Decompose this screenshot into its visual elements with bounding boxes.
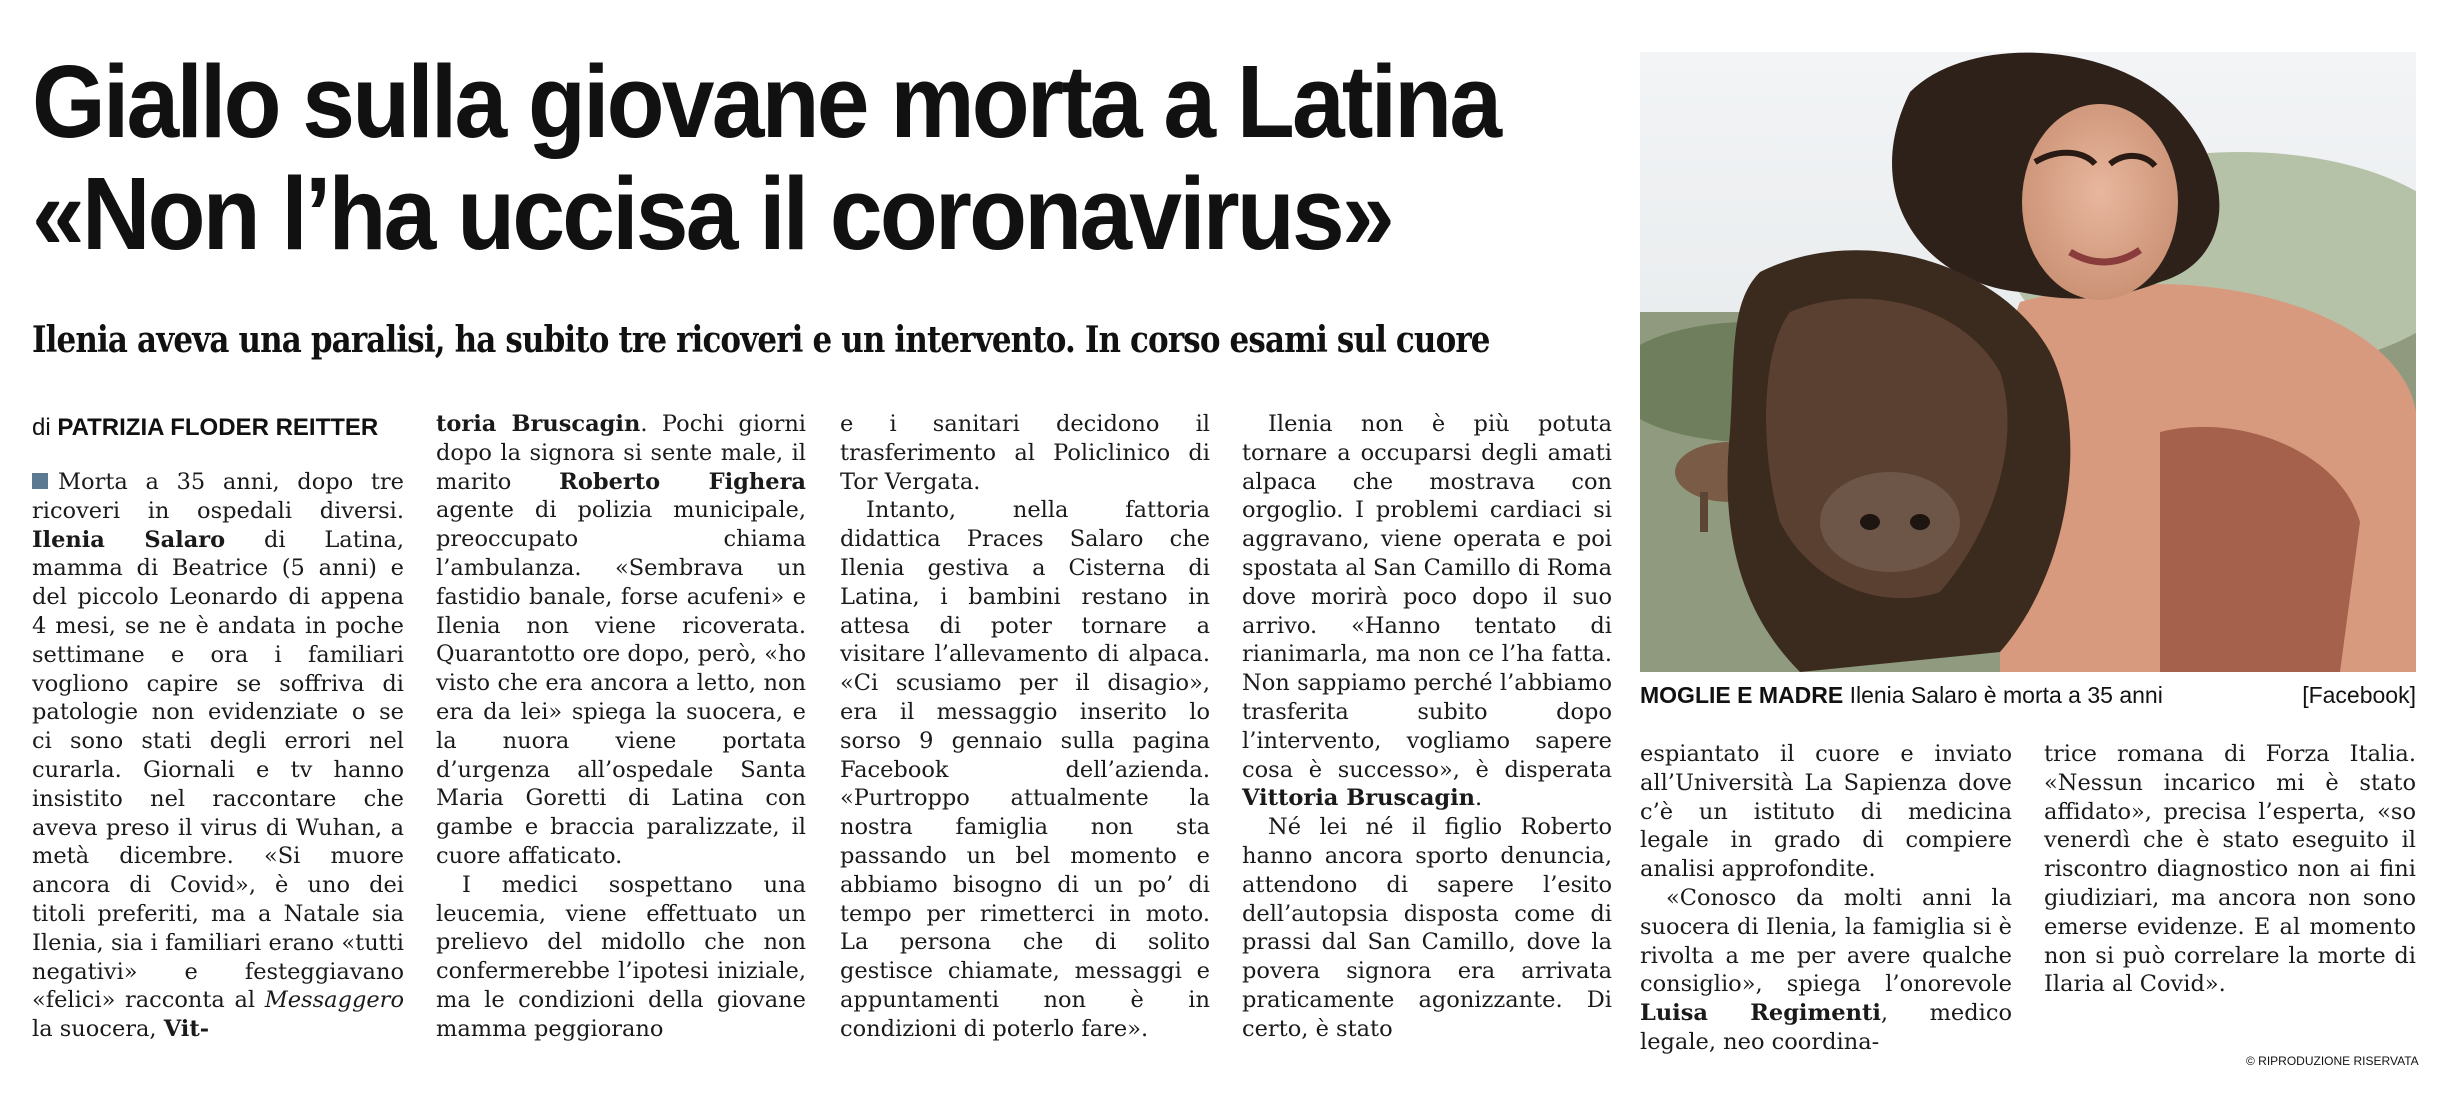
col1-text-a: Morta a 35 anni, dopo tre ricoveri in ospedali diversi. [32, 469, 404, 524]
col1-text-b: di Latina, mamma di Beatrice (5 anni) e del piccolo Leonardo di appena 4 mesi, se ne è andata in poche settimane e ora i familiari vogliono capire se soffriva di patologie non evidenziate o se ci sono stati degli errori nel curarla. Giornali e tv hanno insistito nel raccontare che aveva preso il virus di Wuhan, a metà dicembre. «Si muore ancora di Covid», è uno dei titoli preferiti, ma a Natale sia Ilenia, sia i familiari erano «tutti negativi» e festeggiavano «felici» racconta al [32, 526, 405, 1014]
col3-paragraph-1: e i sanitari decidono il trasferimento al Policlinico di Tor Vergata. [840, 411, 1210, 495]
headline [32, 44, 1500, 271]
col5-name: Luisa Regimenti [1640, 1000, 1881, 1027]
col4-paragraph-2: Né lei né il figlio Roberto hanno ancora sporto denuncia, attendono di sapere l’esito dell’autopsia disposta come di prassi dal San Camillo, dove la povera signora era arrivata praticamente agonizzante. Di certo, è stato [1242, 814, 1612, 1042]
col1-text-c: la suocera, [32, 1016, 157, 1043]
article-column-3 [840, 410, 1210, 1044]
caption-text: Ilenia Salaro è morta a 35 anni [1849, 682, 2163, 708]
copyright-notice: © RIPRODUZIONE RISERVATA [2246, 1054, 2419, 1068]
article-column-6 [2044, 740, 2416, 999]
photo-credit: [Facebook] [2302, 682, 2416, 708]
col2-text-a: . Pochi giorni dopo la signora si sente male, il marito [436, 411, 807, 495]
photo-woman-with-alpaca [1640, 52, 2416, 672]
headline-line-1: Giallo sulla giovane morta a Latina [32, 44, 1500, 159]
article-column-2 [436, 410, 806, 1044]
article-column-5 [1640, 740, 2012, 1057]
col6-paragraph-1: trice romana di Forza Italia. «Nessun incarico mi è stato affidato», precisa l’esperta, «so venerdì che è stato eseguito il riscontro diagnostico non ai fini giudiziari, ma ancora non sono emerse evidenze. E al momento non si può correlare la morte di Ilaria al Covid». [2044, 741, 2416, 998]
col4-period: . [1475, 785, 1483, 812]
subheadline: Ilenia aveva una paralisi, ha subito tre ricoveri e un intervento. In corso esami sul cuore [32, 319, 1490, 361]
col4-name: Vittoria Bruscagin [1242, 785, 1476, 812]
col1-newspaper: Messaggero [264, 987, 404, 1014]
photo-caption [1640, 682, 2416, 714]
col5-text-a: «Conosco da molti anni la suocera di Ilenia, la famiglia si è rivolta a me per avere qualche consiglio», spiega l’onorevole [1640, 884, 2012, 998]
col2-name: toria Bruscagin [436, 411, 641, 437]
col5-paragraph-1: espiantato il cuore e inviato all’Università La Sapienza dove c’è un istituto di medicina legale in grado di compiere analisi approfondite. [1640, 741, 2012, 883]
headline-line-2: «Non l’ha uccisa il coronavirus» [32, 156, 1392, 271]
byline [32, 414, 378, 442]
col2-text-b: agente di polizia municipale, preoccupato chiama l’ambulanza. «Sembrava un fastidio banale, forse acufeni» e Ilenia non viene ricoverata. Quarantotto ore dopo, però, «ho visto che era ancora a letto, non era da lei» spiega la suocera, e la nuora viene portata d’urgenza all’ospedale Santa Maria Goretti di Latina con gambe e braccia paralizzate, il cuore affaticato. [436, 497, 806, 869]
byline-author: PATRIZIA FLODER REITTER [57, 414, 379, 441]
article-photo [1640, 52, 2416, 672]
caption-label: MOGLIE E MADRE [1640, 682, 1844, 708]
col5-text-b: , medico legale, neo coordina- [1640, 1000, 2012, 1055]
article-column-1 [32, 468, 404, 1044]
col1-name: Ilenia Salaro [32, 526, 226, 553]
col2-paragraph-2: I medici sospettano una leucemia, viene effettuato un prelievo del midollo che non confermerebbe l’ipotesi iniziale, ma le condizioni della giovane mamma peggiorano [436, 871, 806, 1042]
byline-prefix: di [32, 414, 51, 441]
lead-square-icon [32, 473, 48, 489]
col2-husband-name: Roberto Fighera [559, 468, 806, 495]
article-column-4 [1242, 410, 1612, 1044]
col4-text-a: Ilenia non è più potuta tornare a occuparsi degli amati alpaca che mostrava con orgoglio. I problemi cardiaci si aggravano, viene operata e poi spostata al San Camillo di Roma dove morirà poco dopo il suo arrivo. «Hanno tentato di rianimarla, ma non ce l’ha fatta. Non sappiamo perché l’abbiamo trasferita subito dopo l’intervento, vogliamo sapere cosa è successo», è disperata [1242, 411, 1612, 783]
col1-name-2: Vit- [163, 1016, 210, 1043]
col3-paragraph-2: Intanto, nella fattoria didattica Praces Salaro che Ilenia gestiva a Cisterna di Latina, i bambini restano in attesa di poter tornare a visitare l’allevamento di alpaca. «Ci scusiamo per il disagio», era il messaggio inserito lo sorso 9 gennaio sulla pagina Facebook dell’azienda. «Purtroppo attualmente la nostra famiglia non sta passando un bel momento e abbiamo bisogno di un po’ di tempo per rimetterci in moto. La persona che di solito gestisce chiamate, messaggi e appuntamenti non è in condizioni di poterlo fare». [840, 497, 1210, 1042]
